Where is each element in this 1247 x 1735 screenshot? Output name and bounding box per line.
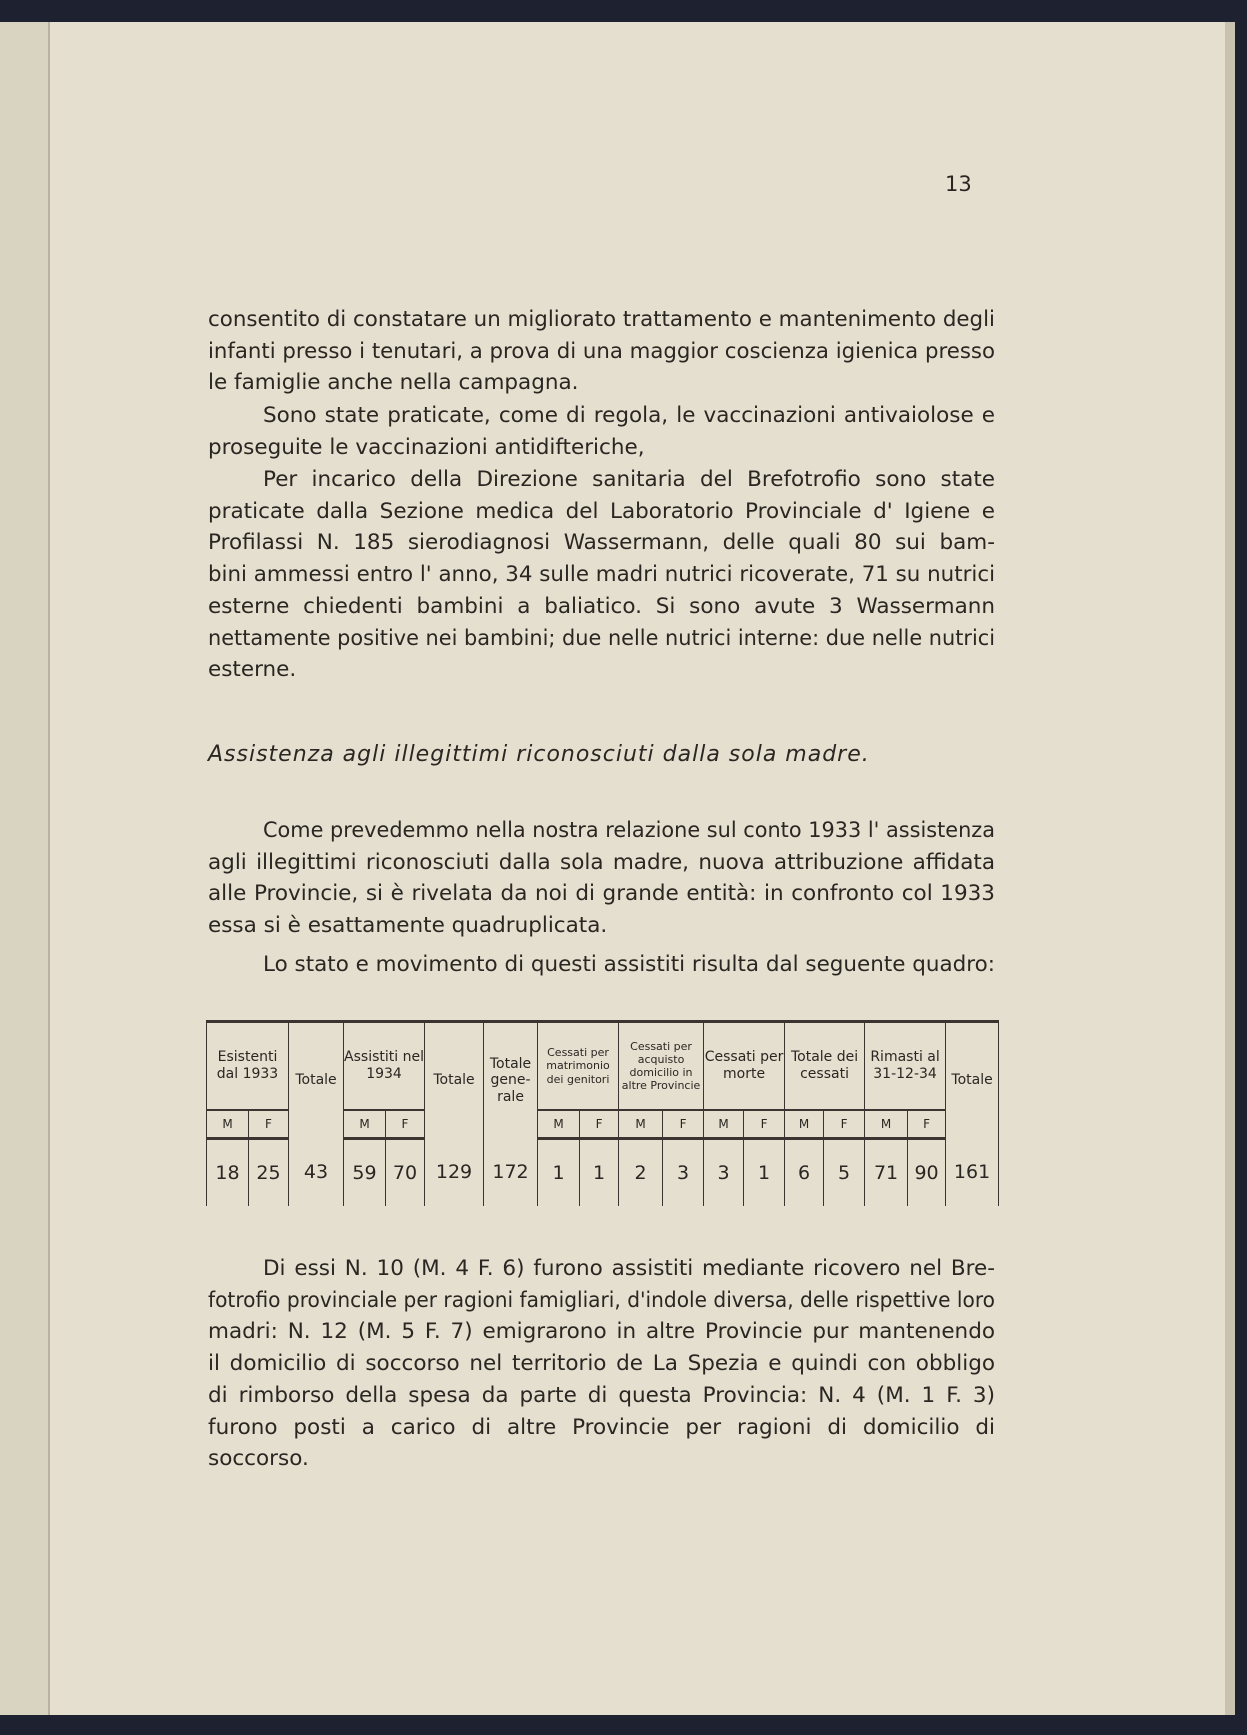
header-cell: Esistenti dal 1933 xyxy=(207,1022,289,1111)
text-line xyxy=(263,816,995,846)
text-line-content: di rimborso della spesa da parte di questa Provincia: N. 4 (M. 1 F. 3) xyxy=(208,1382,995,1408)
text-line xyxy=(208,1349,995,1379)
text-line xyxy=(208,1317,995,1347)
text-line-content: soccorso. xyxy=(208,1446,309,1472)
text-line xyxy=(208,879,995,909)
text-line xyxy=(208,337,995,367)
table-cell: 59 xyxy=(344,1139,386,1207)
table-cell: 1 xyxy=(580,1139,619,1207)
statistics-table xyxy=(206,1020,999,1206)
subheader-m: M xyxy=(538,1110,580,1139)
subheader-f: F xyxy=(386,1110,425,1139)
text-line xyxy=(263,1254,995,1284)
text-line-content: le famiglie anche nella campagna. xyxy=(208,370,579,396)
section-heading: Assistenza agli illegittimi riconosciuti dalla sola madre. xyxy=(208,742,870,767)
text-line xyxy=(208,592,995,622)
text-line xyxy=(208,1381,995,1411)
text-line-content: il domicilio di soccorso nel territorio de La Spezia e quindi con obbligo xyxy=(208,1351,995,1377)
text-line-content: nettamente positive nei bambini; due nelle nutrici interne: due nelle nutrici xyxy=(208,625,995,651)
subheader-f: F xyxy=(908,1110,946,1139)
header-cell: Totale dei cessati xyxy=(785,1022,865,1111)
text-line-content: infanti presso i tenutari, a prova di una maggior coscienza igienica presso xyxy=(208,338,995,364)
table-cell: 43 xyxy=(289,1139,344,1207)
text-line-content: fotrofio provinciale per ragioni famigliari, d'indole diversa, delle rispettive loro xyxy=(208,1287,995,1313)
table-cell: 90 xyxy=(908,1139,946,1207)
subheader-f: F xyxy=(580,1110,619,1139)
text-line xyxy=(208,624,995,654)
header-cell: Totale xyxy=(425,1022,484,1139)
header-cell: Rimasti al 31-12-34 xyxy=(865,1022,946,1111)
table-cell: 25 xyxy=(249,1139,289,1207)
table-cell: 1 xyxy=(744,1139,785,1207)
text-line-content: bini ammessi entro l' anno, 34 sulle madri nutrici ricoverate, 71 su nutrici xyxy=(208,562,995,588)
table-cell: 5 xyxy=(824,1139,865,1207)
subheader-m: M xyxy=(704,1110,744,1139)
text-line-content: Come prevedemmo nella nostra relazione sul conto 1933 l' assistenza xyxy=(263,818,995,843)
text-line xyxy=(208,1413,995,1443)
subheader-m: M xyxy=(344,1110,386,1139)
text-line xyxy=(263,465,995,495)
header-cell: Totale gene-rale xyxy=(484,1022,538,1139)
text-line-content: alle Provincie, si è rivelata da noi di grande entità: in confronto col 1933 xyxy=(208,881,995,907)
header-cell: Cessati per morte xyxy=(704,1022,785,1111)
header-cell: Cessati per acquisto domicilio in altre Provincie xyxy=(619,1022,704,1111)
page-spine xyxy=(48,22,50,1715)
header-cell: Totale xyxy=(946,1022,999,1139)
text-line-content: praticate dalla Sezione medica del Laboratorio Provinciale d' Igiene e xyxy=(208,498,995,524)
text-line xyxy=(208,848,995,878)
previous-page-edge xyxy=(0,22,50,1715)
table-cell: 18 xyxy=(207,1139,249,1207)
table-cell: 6 xyxy=(785,1139,824,1207)
table-cell: 172 xyxy=(484,1139,538,1207)
table-cell: 129 xyxy=(425,1139,484,1207)
text-line-content: esterne. xyxy=(208,657,297,683)
text-line-content: agli illegittimi riconosciuti dalla sola madre, nuova attribuzione affidata xyxy=(208,849,995,875)
header-cell: Cessati per matrimonio dei genitori xyxy=(538,1022,619,1111)
subheader-f: F xyxy=(663,1110,704,1139)
text-line xyxy=(208,1444,995,1474)
text-line xyxy=(263,401,995,431)
text-line xyxy=(208,433,995,463)
subheader-m: M xyxy=(865,1110,908,1139)
text-line-content: esterne chiedenti bambini a baliatico. Si sono avute 3 Wassermann xyxy=(208,593,995,619)
subheader-m: M xyxy=(207,1110,249,1139)
text-line-content: proseguite le vaccinazioni antidifteriche, xyxy=(208,434,645,460)
text-line xyxy=(208,368,995,398)
table-cell: 161 xyxy=(946,1139,999,1207)
text-line-content: Lo stato e movimento di questi assistiti risulta dal seguente quadro: xyxy=(263,952,995,977)
subheader-f: F xyxy=(249,1110,289,1139)
text-line-content: Profilassi N. 185 sierodiagnosi Wassermann, delle quali 80 sui bam- xyxy=(208,530,995,556)
text-line xyxy=(263,950,995,980)
text-line xyxy=(208,911,995,941)
subheader-m: M xyxy=(785,1110,824,1139)
text-line xyxy=(208,305,995,335)
table-cell: 70 xyxy=(386,1139,425,1207)
text-line-content: essa si è esattamente quadruplicata. xyxy=(208,913,608,939)
table-cell: 1 xyxy=(538,1139,580,1207)
table-cell: 3 xyxy=(704,1139,744,1207)
header-cell: Totale xyxy=(289,1022,344,1139)
text-line xyxy=(208,655,995,685)
page-right-edge xyxy=(1225,22,1235,1715)
text-line-content: consentito di constatare un migliorato trattamento e mantenimento degli xyxy=(208,307,995,332)
text-line xyxy=(208,1286,995,1316)
text-line xyxy=(208,528,995,558)
page-number: 13 xyxy=(945,172,972,196)
subheader-m: M xyxy=(619,1110,663,1139)
table-cell: 3 xyxy=(663,1139,704,1207)
subheader-f: F xyxy=(824,1110,865,1139)
text-line-content: madri: N. 12 (M. 5 F. 7) emigrarono in altre Provincie pur mantenendo xyxy=(208,1319,995,1345)
header-cell: Assistiti nel 1934 xyxy=(344,1022,425,1111)
text-line xyxy=(208,497,995,527)
text-line-content: Per incarico della Direzione sanitaria del Brefotrofio sono state xyxy=(263,467,995,492)
text-line-content: furono posti a carico di altre Provincie per ragioni di domicilio di xyxy=(208,1414,995,1440)
table-cell: 2 xyxy=(619,1139,663,1207)
table-cell: 71 xyxy=(865,1139,908,1207)
text-line-content: Di essi N. 10 (M. 4 F. 6) furono assistiti mediante ricovero nel Bre- xyxy=(263,1256,995,1281)
subheader-f: F xyxy=(744,1110,785,1139)
text-line xyxy=(208,560,995,590)
text-line-content: Sono state praticate, come di regola, le vaccinazioni antivaiolose e xyxy=(263,403,995,428)
